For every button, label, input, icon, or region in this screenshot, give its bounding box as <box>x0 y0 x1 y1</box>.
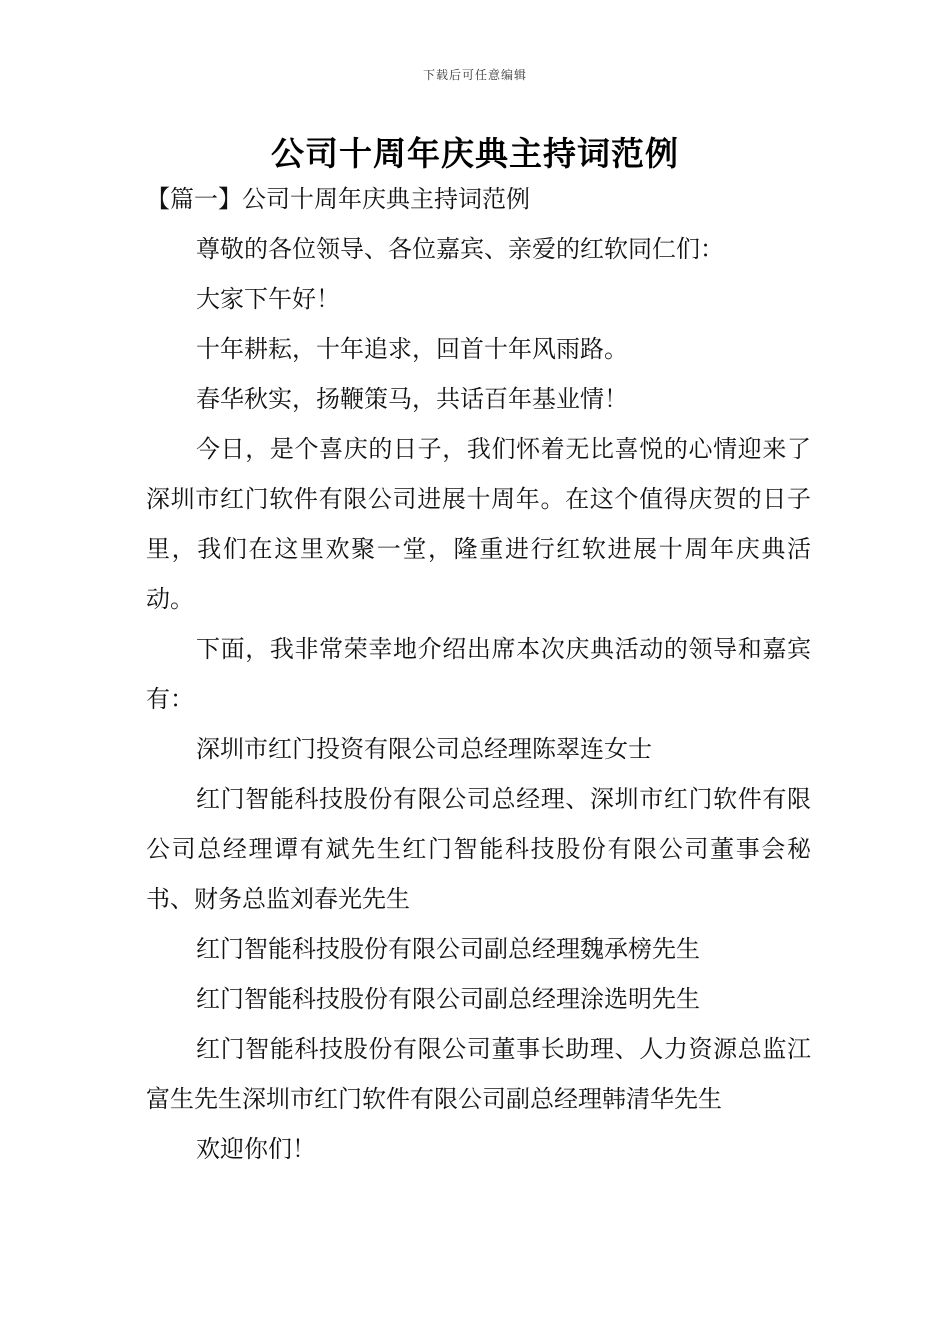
paragraph-guest-4: 红门智能科技股份有限公司副总经理涂选明先生 <box>196 985 700 1013</box>
paragraph-introduction: 下面，我非常荣幸地介绍出席本次庆典活动的领导和嘉宾有： <box>146 635 811 713</box>
document-title: 公司十周年庆典主持词范例 <box>271 134 679 173</box>
paragraph-today: 今日，是个喜庆的日子，我们怀着无比喜悦的心情迎来了深圳市红门软件有限公司进展十周年。在这个值得庆贺的日子里，我们在这里欢聚一堂，隆重进行红软进展十周年庆典活动。 <box>146 435 811 613</box>
paragraph-guest-5: 红门智能科技股份有限公司董事长助理、人力资源总监江富生先生深圳市红门软件有限公司副总经理韩清华先生 <box>146 1035 811 1113</box>
paragraph-spring-autumn: 春华秋实，扬鞭策马，共话百年基业情！ <box>196 385 628 413</box>
paragraph-guest-1: 深圳市红门投资有限公司总经理陈翠连女士 <box>196 735 652 763</box>
paragraph-guest-2: 红门智能科技股份有限公司总经理、深圳市红门软件有限公司总经理谭有斌先生红门智能科技股份有限公司董事会秘书、财务总监刘春光先生 <box>146 785 811 913</box>
paragraph-greeting: 尊敬的各位领导、各位嘉宾、亲爱的红软同仁们： <box>196 235 724 263</box>
paragraph-guest-3: 红门智能科技股份有限公司副总经理魏承榜先生 <box>196 935 700 963</box>
paragraph-good-afternoon: 大家下午好！ <box>196 285 340 313</box>
header-note: 下载后可任意编辑 <box>422 68 527 82</box>
document-body <box>146 174 811 1174</box>
paragraph-ten-years: 十年耕耘，十年追求，回首十年风雨路。 <box>196 335 628 363</box>
paragraph-welcome: 欢迎你们！ <box>196 1135 316 1163</box>
section-heading: 【篇一】公司十周年庆典主持词范例 <box>146 185 530 213</box>
